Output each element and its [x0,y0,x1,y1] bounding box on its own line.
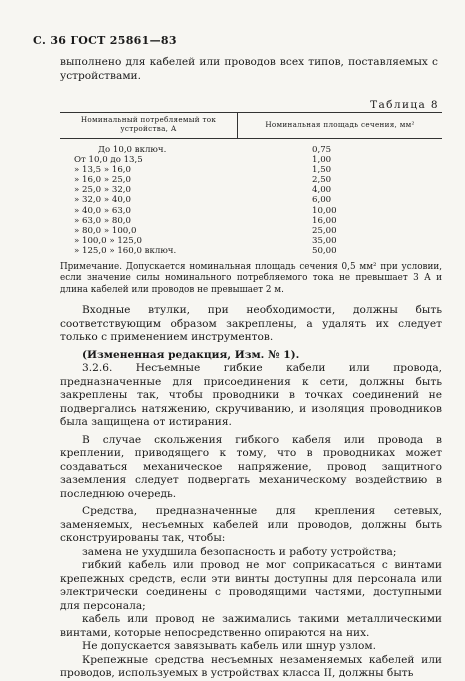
body-paragraph: кабель или провод не зажимались такими металлическими винтами, которые непосредственно опираются на них. [60,613,442,639]
table-row [60,246,442,256]
body-paragraph: (Измененная редакция, Изм. № 1). [82,348,300,361]
table-note: Примечание. Допускается номинальная площадь сечения 0,5 мм² при условии, если значение силы номинального потребляемого тока не превышает 3 А и длина кабелей или проводов не превышает 2 м. [60,262,442,295]
current-cell: » 100,0 » 125,0 [74,235,142,246]
table-row [60,185,442,195]
current-cell: До 10,0 включ. [98,145,167,155]
body-paragraph: гибкий кабель или провод не мог соприкасаться с винтами крепежных средств, если эти винты доступны для персонала или электрически соединены с проводящими частями, доступными для персонала; [60,559,442,612]
area-cell: 1,00 [312,155,332,166]
table-row [60,145,442,155]
table-row [60,175,442,185]
table-row [60,165,442,175]
current-cell: От 10,0 до 13,5 [74,155,143,166]
table-body [60,145,442,256]
table-row [60,206,442,216]
area-cell: 25,00 [312,225,337,236]
current-cell: » 16,0 » 25,0 [74,175,131,186]
area-cell: 0,75 [312,145,332,155]
area-cell: 4,00 [312,185,332,196]
area-cell: 10,00 [312,205,337,216]
table-header-current: Номинальный потребляемый ток устройства, А [80,115,217,133]
body-paragraph: Средства, предназначенные для крепления сетевых, заменяемых, несъемных кабелей или проводов, должны быть сконструированы так, чтобы: [60,505,442,544]
area-cell: 1,50 [312,165,332,176]
area-cell: 35,00 [312,235,337,246]
page-header: С. 36 ГОСТ 25861—83 [33,34,177,47]
current-cell: » 125,0 » 160,0 включ. [74,245,177,256]
body-text [60,300,442,681]
body-paragraph: В случае скольжения гибкого кабеля или провода в креплении, приводящего к тому, что в проводниках может создаваться механическое напряжение, провод защитного заземления следует подвергать механическому воздействию в последнюю очередь. [60,433,442,500]
current-cell: » 25,0 » 32,0 [74,185,131,196]
table-row [60,216,442,226]
table-header-rule [60,138,442,139]
current-cell: » 63,0 » 80,0 [74,215,131,226]
area-cell: 16,00 [312,215,337,226]
area-cell: 50,00 [312,245,337,256]
body-paragraph: 3.2.6. Несъемные гибкие кабели или провода, предназначенные для присоединения к сети, должны быть закреплены так, чтобы проводники в точках соединений не подвергались натяжению, скручиванию, и изоляция проводников была защищена от истирания. [60,362,442,428]
table-row [60,195,442,205]
body-paragraph: Крепежные средства несъемных незаменяемых кабелей или проводов, используемых в устройствах класса II, должны быть [60,653,442,679]
body-paragraph: Входные втулки, при необходимости, должны быть соответствующим образом закреплены, а удалять их следует только с применением инструментов. [60,304,442,343]
body-paragraph: Не допускается завязывать кабель или шнур узлом. [82,640,376,652]
body-paragraph: замена не ухудшила безопасность и работу устройства; [82,545,397,558]
conductor-table [60,112,442,257]
area-cell: 6,00 [312,195,332,206]
current-cell: » 80,0 » 100,0 [74,225,137,236]
table-header-area: Номинальная площадь сечения, мм² [265,120,415,129]
table-top-rule [60,112,442,113]
current-cell: » 13,5 » 16,0 [74,165,131,176]
table-row [60,155,442,165]
table-row [60,236,442,246]
table-row [60,226,442,236]
intro-text: выполнено для кабелей или проводов всех типов, поставляемых с устройствами. [60,56,438,82]
current-cell: » 32,0 » 40,0 [74,195,131,206]
area-cell: 2,50 [312,175,332,186]
current-cell: » 40,0 » 63,0 [74,205,131,216]
table-caption: Таблица 8 [370,99,439,111]
